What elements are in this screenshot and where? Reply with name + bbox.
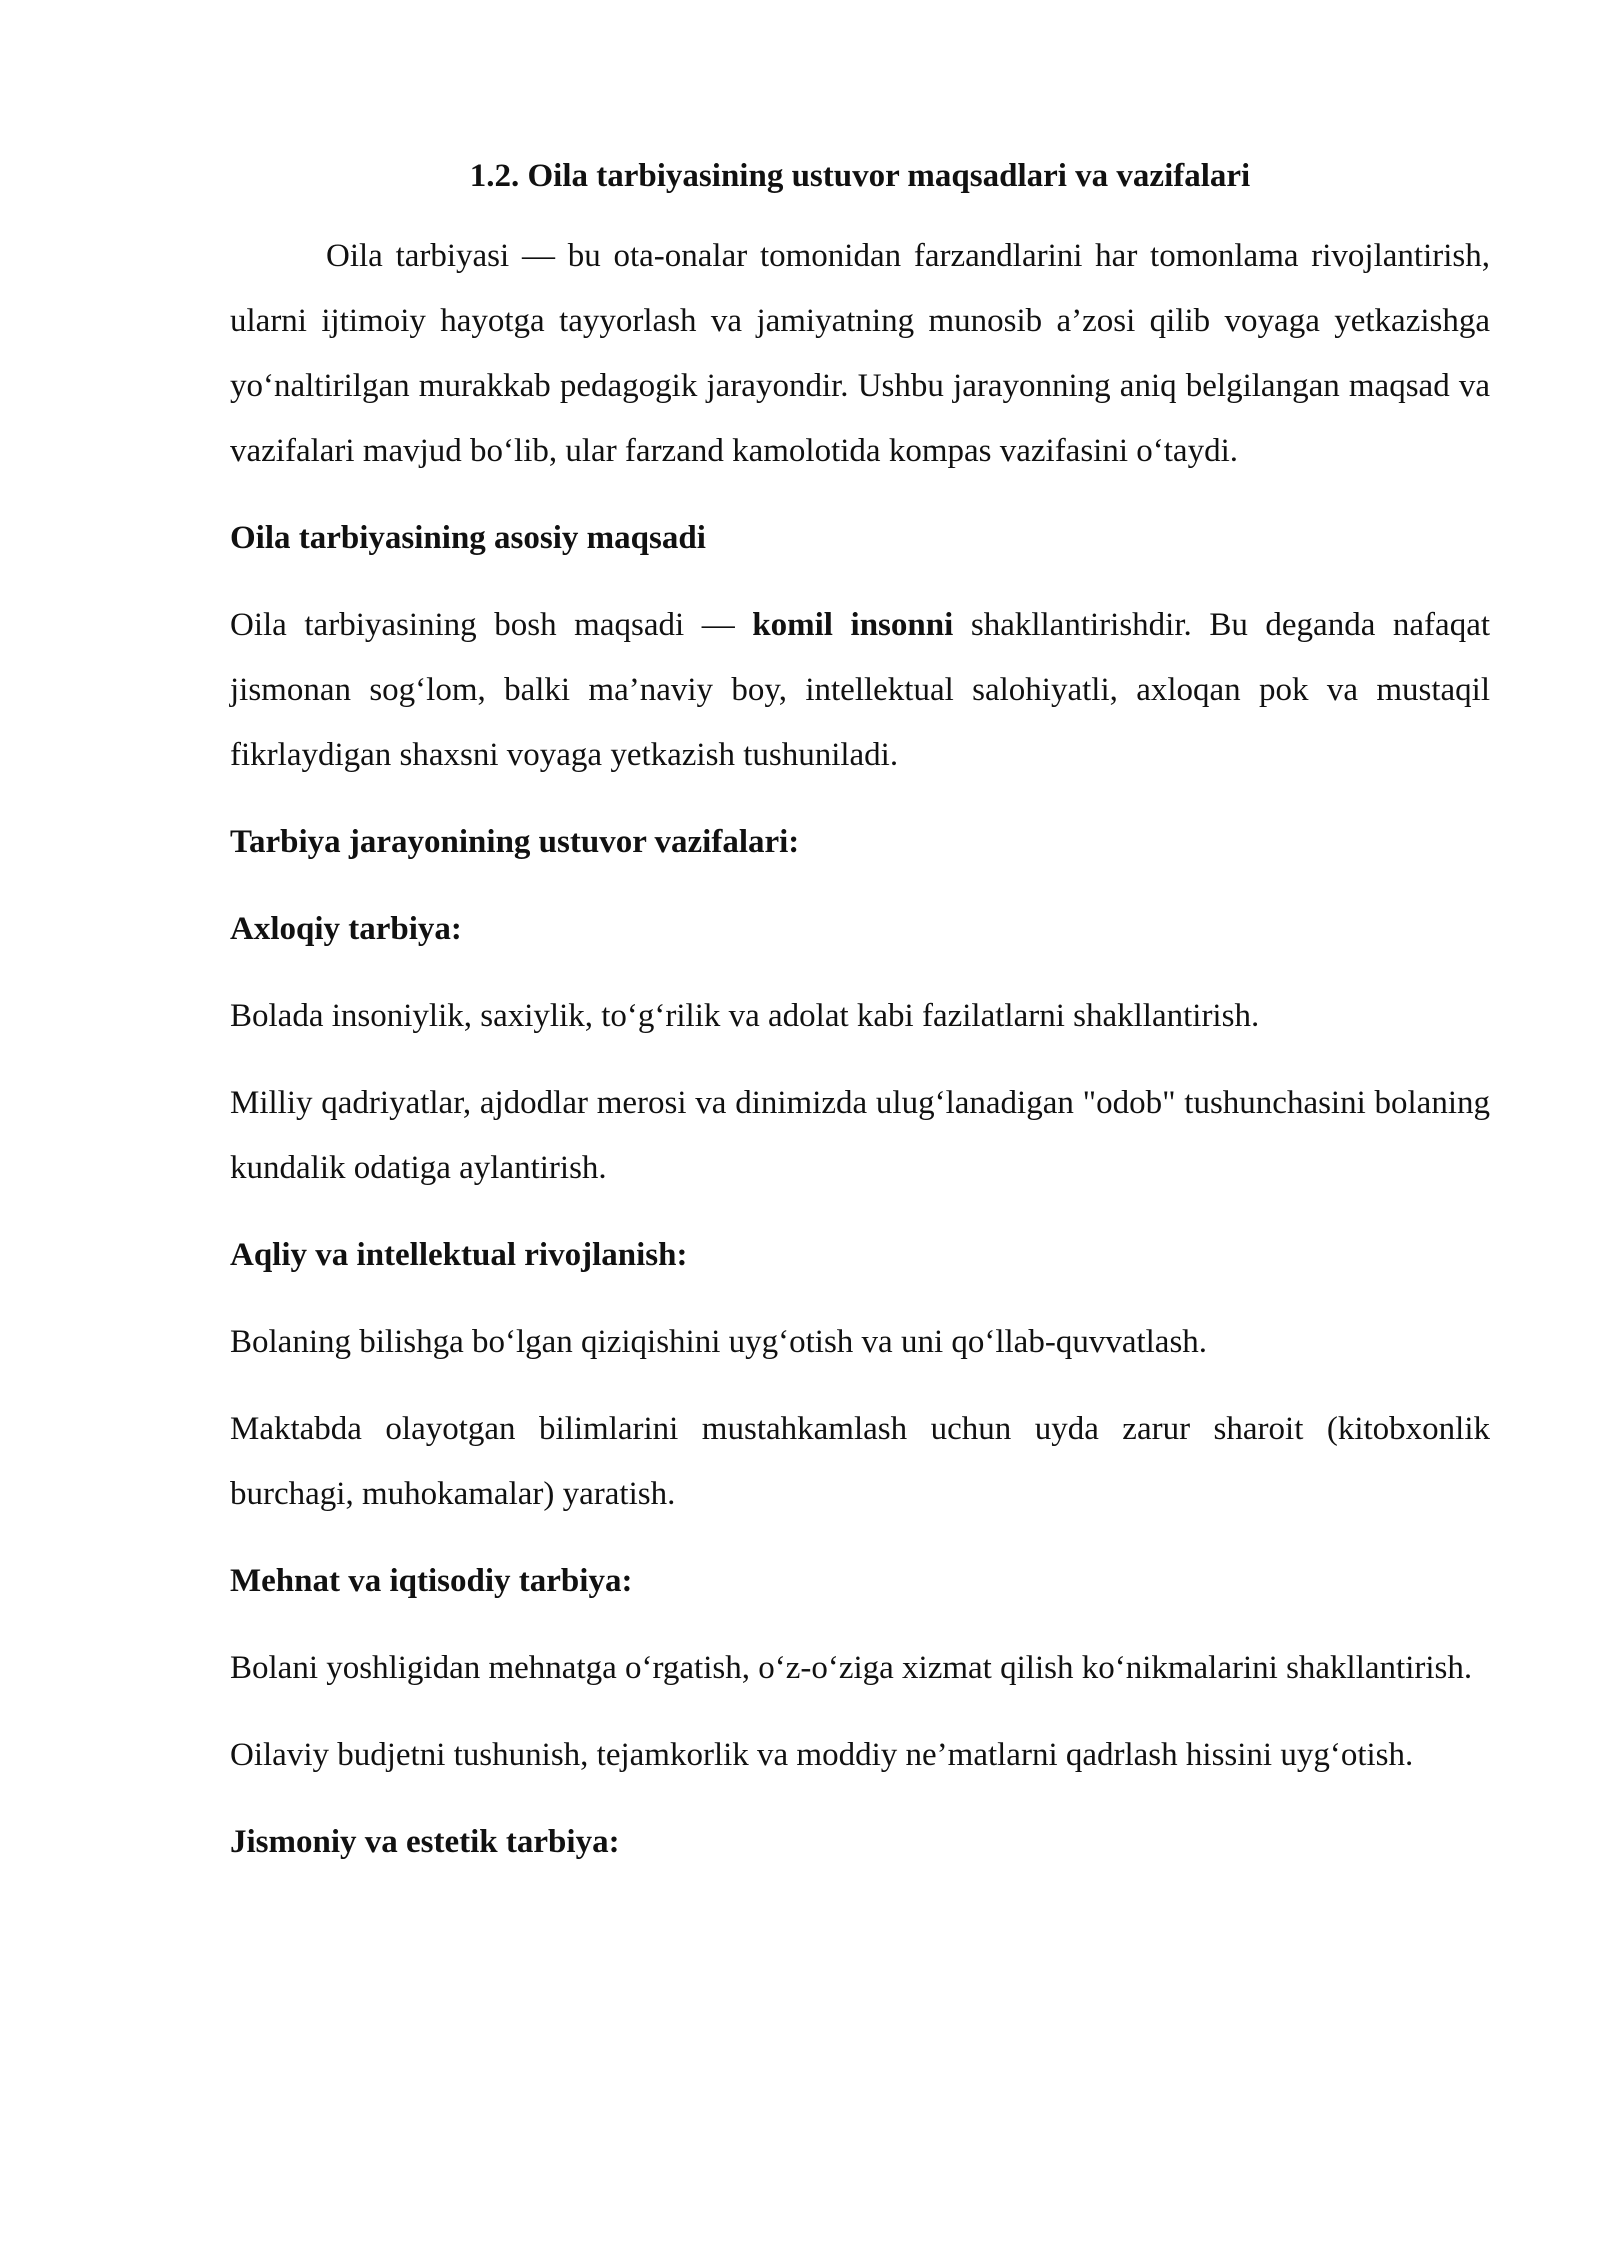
main-goal-text-after: shakllantirishdir. Bu deganda nafaqat jismonan sog‘lom, balki ma’naviy boy, intellektual salohiyatli, axloqan pok va mustaqil fikrlaydigan shaxsni voyaga yetkazish tushuniladi. [230, 607, 1491, 773]
mental-paragraph-2: Maktabda olayotgan bilimlarini mustahkamlash uchun uyda zarur sharoit (kitobxonlik burchagi, muhokamalar) yaratish. [230, 1411, 1490, 1512]
main-goal-paragraph [230, 593, 1490, 788]
main-goal-text-before: Oila tarbiyasining bosh maqsadi — [230, 607, 753, 643]
labor-heading: Mehnat va iqtisodiy tarbiya: [230, 1563, 633, 1599]
labor-paragraph-1: Bolani yoshligidan mehnatga o‘rgatish, o‘z-o‘ziga xizmat qilish ko‘nikmalarini shakllantirish. [230, 1650, 1473, 1686]
main-goal-heading: Oila tarbiyasining asosiy maqsadi [230, 520, 706, 556]
document-body [230, 150, 1490, 1897]
tasks-heading: Tarbiya jarayonining ustuvor vazifalari: [230, 824, 800, 860]
main-goal-bold-term: komil insonni [752, 607, 954, 643]
moral-heading: Axloqiy tarbiya: [230, 911, 462, 947]
intro-paragraph: Oila tarbiyasi — bu ota-onalar tomonidan farzandlarini har tomonlama rivojlantirish, ularni ijtimoiy hayotga tayyorlash va jamiyatning munosib a’zosi qilib voyaga yetkazishga yo‘naltirilgan murakkab pedagogik jarayondir. Ushbu jarayonning aniq belgilangan maqsad va vazifalari mavjud bo‘lib, ular farzand kamolotida kompas vazifasini o‘taydi. [230, 238, 1490, 469]
mental-heading: Aqliy va intellektual rivojlanish: [230, 1237, 688, 1273]
labor-paragraph-2: Oilaviy budjetni tushunish, tejamkorlik va moddiy ne’matlarni qadrlash hissini uyg‘otish. [230, 1737, 1414, 1773]
section-title: 1.2. Oila tarbiyasining ustuvor maqsadlari va vazifalari [469, 158, 1251, 194]
moral-paragraph-1: Bolada insoniylik, saxiylik, to‘g‘rilik va adolat kabi fazilatlarni shakllantirish. [230, 998, 1260, 1034]
mental-paragraph-1: Bolaning bilishga bo‘lgan qiziqishini uyg‘otish va uni qo‘llab-quvvatlash. [230, 1324, 1208, 1360]
moral-paragraph-2: Milliy qadriyatlar, ajdodlar merosi va dinimizda ulug‘lanadigan "odob" tushunchasini bolaning kundalik odatiga aylantirish. [230, 1085, 1490, 1186]
physical-heading: Jismoniy va estetik tarbiya: [230, 1824, 620, 1860]
